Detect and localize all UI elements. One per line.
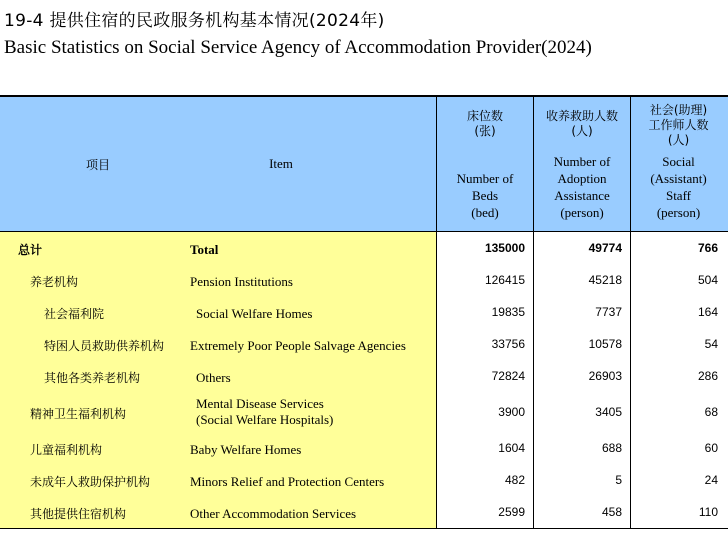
row-label-en: Total xyxy=(190,241,219,257)
row-label-cn: 其他各类养老机构 xyxy=(44,370,141,385)
row-label-en: Other Accommodation Services xyxy=(190,505,357,521)
cell-adoption: 7737 xyxy=(534,296,631,328)
cell-beds: 1604 xyxy=(437,432,534,464)
row-label-cn: 养老机构 xyxy=(30,274,79,289)
cell-staff: 286 xyxy=(697,369,718,383)
header-staff-cn1: 社会(助理) xyxy=(649,103,708,117)
cell-staff: 504 xyxy=(697,273,718,287)
row-label-cn: 其他提供住宿机构 xyxy=(30,506,127,521)
row-label-en: Baby Welfare Homes xyxy=(190,441,302,457)
cell-adoption: 5 xyxy=(534,464,631,496)
cell-beds: 482 xyxy=(437,464,534,496)
table-row xyxy=(0,264,728,296)
cell-beds: 72824 xyxy=(437,360,534,392)
table-title-chinese: 19-4 提供住宿的民政服务机构基本情况(2024年) xyxy=(4,11,385,31)
table-row xyxy=(0,496,728,528)
cell-staff: 766 xyxy=(697,241,718,255)
header-beds-cn1: 床位数 xyxy=(466,109,503,123)
cell-beds: 19835 xyxy=(437,296,534,328)
header-beds xyxy=(437,97,534,231)
table-title-english: Basic Statistics on Social Service Agency of Accommodation Provider(2024) xyxy=(4,37,592,58)
cell-staff: 60 xyxy=(704,441,718,455)
cell-beds: 2599 xyxy=(437,496,534,528)
header-adoption-en2: Adoption xyxy=(557,171,607,186)
header-adoption-cn1: 收养救助人数 xyxy=(545,109,618,123)
row-label-cn: 社会福利院 xyxy=(44,306,105,321)
cell-staff: 24 xyxy=(704,473,718,487)
cell-staff: 164 xyxy=(697,305,718,319)
row-label-en-line1: Mental Disease Services xyxy=(196,396,324,411)
header-staff-cn3: (人) xyxy=(667,133,690,147)
cell-beds: 126415 xyxy=(437,264,534,296)
row-label-cn: 未成年人救助保护机构 xyxy=(30,474,151,489)
cell-staff: 54 xyxy=(704,337,718,351)
header-staff xyxy=(631,97,726,231)
header-adoption xyxy=(534,97,631,231)
header-beds-en1: Number of xyxy=(456,171,514,186)
cell-staff: 68 xyxy=(704,405,718,419)
table-row xyxy=(0,328,728,360)
header-adoption-en4: (person) xyxy=(560,205,604,220)
cell-adoption: 45218 xyxy=(534,264,631,296)
cell-adoption: 688 xyxy=(534,432,631,464)
header-staff-en3: Staff xyxy=(665,188,692,203)
header-adoption-en1: Number of xyxy=(553,154,611,169)
header-staff-cn2: 工作师人数 xyxy=(648,118,709,132)
table-row xyxy=(0,360,728,392)
table-row xyxy=(0,464,728,496)
cell-staff: 110 xyxy=(698,505,718,519)
header-item-cn: 项目 xyxy=(85,157,110,172)
header-staff-en4: (person) xyxy=(656,205,701,220)
header-item-en: Item xyxy=(269,156,293,171)
cell-beds: 33756 xyxy=(437,328,534,360)
header-staff-en2: (Assistant) xyxy=(650,171,707,186)
row-label-en: Pension Institutions xyxy=(190,273,293,289)
cell-beds: 135000 xyxy=(437,232,534,264)
row-label-cn: 精神卫生福利机构 xyxy=(30,406,127,421)
cell-adoption: 49774 xyxy=(534,232,631,264)
row-label-cn: 特困人员救助供养机构 xyxy=(44,338,165,353)
row-label-cn: 儿童福利机构 xyxy=(30,442,103,457)
cell-adoption: 26903 xyxy=(534,360,631,392)
row-label-en: Social Welfare Homes xyxy=(196,305,313,321)
row-label-en-line2: (Social Welfare Hospitals) xyxy=(196,412,334,427)
table-row xyxy=(0,296,728,328)
header-staff-en1: Social xyxy=(662,154,695,169)
row-label-cn: 总计 xyxy=(18,242,43,257)
table-header xyxy=(0,97,728,232)
header-adoption-en3: Assistance xyxy=(554,188,610,203)
header-item-cell xyxy=(0,97,437,231)
cell-adoption: 3405 xyxy=(534,392,631,432)
header-beds-cn2: (张) xyxy=(474,124,496,138)
header-beds-en2: Beds xyxy=(472,188,498,203)
row-label-en: Minors Relief and Protection Centers xyxy=(190,473,385,489)
row-label-en: Others xyxy=(196,369,231,385)
header-beds-en3: (bed) xyxy=(471,205,499,220)
table-row xyxy=(0,432,728,464)
header-adoption-cn2: (人) xyxy=(571,124,593,138)
statistics-table xyxy=(0,95,728,529)
table-row-total xyxy=(0,232,728,264)
cell-beds: 3900 xyxy=(437,392,534,432)
table-row xyxy=(0,392,728,432)
row-label-en: Extremely Poor People Salvage Agencies xyxy=(190,337,406,353)
cell-adoption: 10578 xyxy=(534,328,631,360)
cell-adoption: 458 xyxy=(534,496,631,528)
